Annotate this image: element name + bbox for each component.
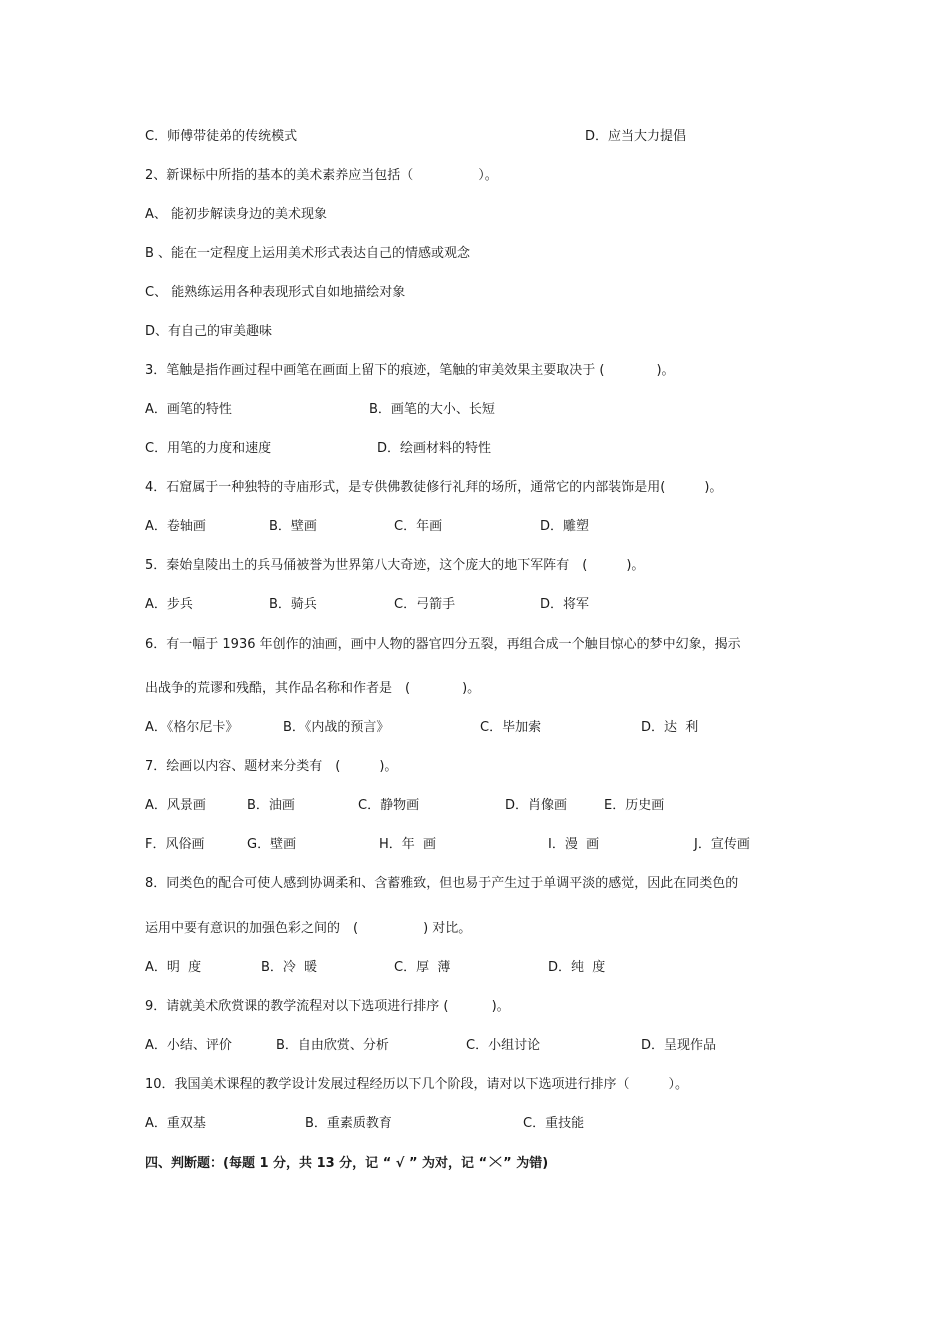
q5-option-c: C．弓箭手	[394, 597, 456, 612]
section-4-heading-tail: ” 为错)	[503, 1156, 549, 1171]
q6-option-c: C．毕加索	[480, 720, 542, 735]
q5-stem: 5．秦始皇陵出土的兵马俑被誉为世界第八大奇迹，这个庞大的地下军阵有 ( )。	[145, 558, 645, 573]
q6-option-a: A．《格尔尼卡》	[145, 720, 239, 735]
q4-option-a: A．卷轴画	[145, 519, 206, 534]
q4-option-d: D．雕塑	[540, 519, 590, 534]
section-4-heading	[145, 1156, 548, 1172]
q4-option-b: B．壁画	[269, 519, 317, 534]
q9-stem: 9．请就美术欣赏课的教学流程对以下选项进行排序 ( )。	[145, 999, 510, 1014]
q9-option-a: A．小结、评价	[145, 1038, 232, 1053]
q8-option-a: A．明 度	[145, 960, 202, 975]
q10-stem: 10．我国美术课程的教学设计发展过程经历以下几个阶段，请对以下选项进行排序（ ）。	[145, 1077, 689, 1092]
q8-option-b: B．冷 暖	[261, 960, 318, 975]
q7-option-a: A．风景画	[145, 798, 206, 813]
q7-option-b: B．油画	[247, 798, 295, 813]
q7-option-d: D．肖像画	[505, 798, 568, 813]
q9-option-c: C．小组讨论	[466, 1038, 541, 1053]
q3-option-c: C．用笔的力度和速度	[145, 441, 272, 456]
q5-option-b: B．骑兵	[269, 597, 317, 612]
q8-stem-line1: 8．同类色的配合可使人感到协调柔和、含蓄雅致，但也易于产生过于单调平淡的感觉，因此在同类色的	[145, 876, 739, 891]
q4-option-c: C．年画	[394, 519, 443, 534]
q10-option-b: B．重素质教育	[305, 1116, 392, 1131]
q7-option-f: F．风俗画	[145, 837, 205, 852]
q6-stem-line2: 出战争的荒谬和残酷，其作品名称和作者是 ( )。	[145, 681, 481, 696]
q7-option-h: H．年 画	[379, 837, 437, 852]
q3-option-a: A．画笔的特性	[145, 402, 232, 417]
q2-option-b: B 、能在一定程度上运用美术形式表达自己的情感或观念	[145, 246, 471, 261]
q1-option-d: D．应当大力提倡	[585, 129, 687, 144]
q8-option-d: D．纯 度	[548, 960, 606, 975]
q2-option-a: A、 能初步解读身边的美术现象	[145, 207, 328, 222]
q9-option-d: D．呈现作品	[641, 1038, 717, 1053]
q10-option-c: C．重技能	[523, 1116, 585, 1131]
q3-stem: 3．笔触是指作画过程中画笔在画面上留下的痕迹，笔触的审美效果主要取决于 ( )。	[145, 363, 675, 378]
q7-option-e: E．历史画	[604, 798, 665, 813]
q2-stem: 2、新课标中所指的基本的美术素养应当包括（ ）。	[145, 168, 498, 183]
q8-stem-line2: 运用中要有意识的加强色彩之间的 ( ) 对比。	[145, 921, 472, 936]
q4-stem: 4．石窟属于一种独特的寺庙形式，是专供佛教徒修行礼拜的场所，通常它的内部装饰是用( )。	[145, 480, 723, 495]
q6-stem-line1: 6．有一幅于 1936 年创作的油画，画中人物的器官四分五裂，再组合成一个触目惊心的梦中幻象，揭示	[145, 637, 741, 652]
section-4-heading-text: 四、判断题：(每题 1 分，共 13 分，记 “ √ ” 为对，记 “	[145, 1156, 488, 1171]
q6-option-d: D．达 利	[641, 720, 699, 735]
q7-stem: 7．绘画以内容、题材来分类有 ( )。	[145, 759, 398, 774]
q10-option-a: A．重双基	[145, 1116, 206, 1131]
q9-option-b: B．自由欣赏、分析	[276, 1038, 389, 1053]
q5-option-d: D．将军	[540, 597, 590, 612]
q3-option-b: B．画笔的大小、长短	[369, 402, 495, 417]
q5-option-a: A．步兵	[145, 597, 193, 612]
q7-option-i: I．漫 画	[548, 837, 600, 852]
q7-option-g: G．壁画	[247, 837, 297, 852]
x-mark-icon	[488, 1156, 502, 1168]
q2-option-c: C、 能熟练运用各种表现形式自如地描绘对象	[145, 285, 406, 300]
q7-option-j: J．宣传画	[694, 837, 750, 852]
q3-option-d: D．绘画材料的特性	[377, 441, 492, 456]
q7-option-c: C．静物画	[358, 798, 420, 813]
q2-option-d: D、有自己的审美趣味	[145, 324, 273, 339]
q6-option-b: B．《内战的预言》	[283, 720, 390, 735]
q1-option-c: C．师傅带徒弟的传统模式	[145, 129, 298, 144]
q8-option-c: C．厚 薄	[394, 960, 451, 975]
